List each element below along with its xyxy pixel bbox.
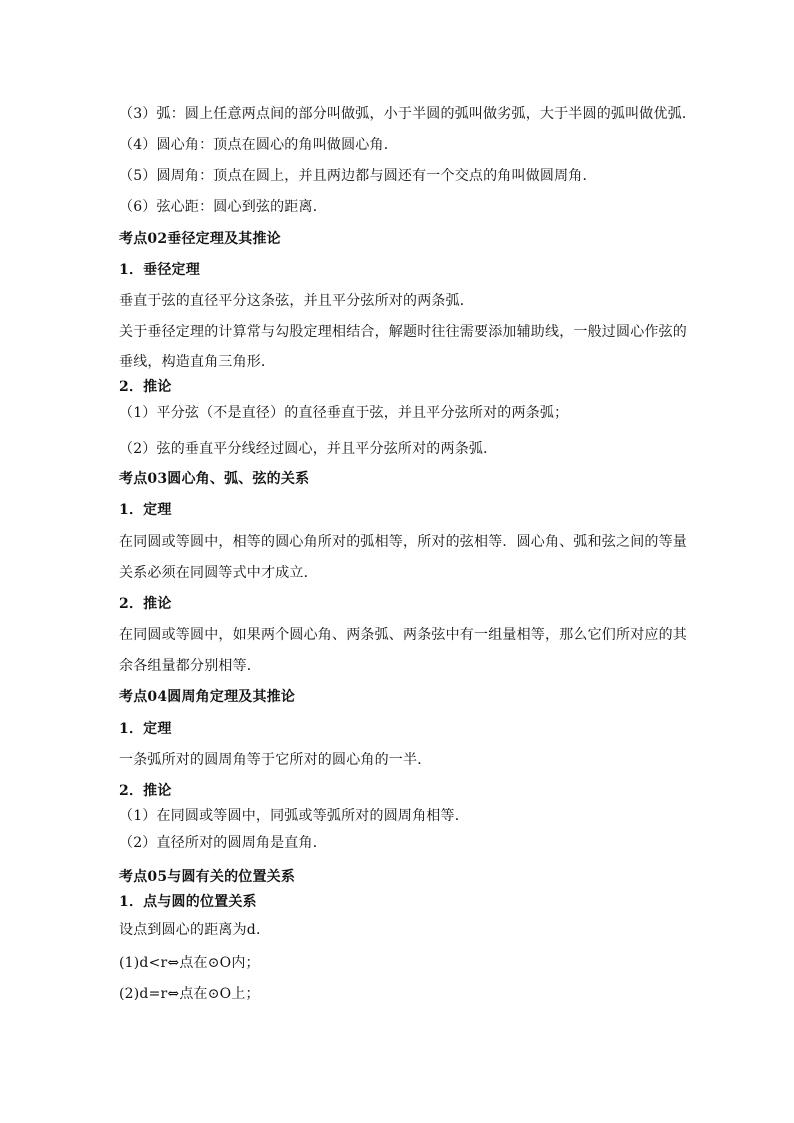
text-line: （5）圆周角：顶点在圆上，并且两边都与圆还有一个交点的角叫做圆周角．	[119, 168, 597, 184]
text-line: 设点到圆心的距离为d．	[119, 922, 271, 938]
text-line: 垂线，构造直角三角形．	[119, 354, 276, 370]
text-line: 在同圆或等圆中，相等的圆心角所对的弧相等，所对的弦相等．圆心角、弧和弦之间的等量	[119, 534, 687, 550]
text-line: （1）平分弦（不是直径）的直径垂直于弦，并且平分弦所对的两条弧；	[119, 405, 569, 421]
text-line: 余各组量都分别相等．	[119, 658, 261, 674]
text-line: 关系必须在同圆等式中才成立．	[119, 565, 318, 581]
text-line: （1）在同圆或等圆中，同弧或等弧所对的圆周角相等．	[119, 808, 469, 824]
text-line: 一条弧所对的圆周角等于它所对的圆心角的一半．	[119, 752, 432, 768]
section-heading: 考点04圆周角定理及其推论	[119, 689, 296, 705]
subheading: 1．定理	[119, 502, 172, 518]
subheading: 2．推论	[119, 783, 172, 799]
text-line: (2)d=r⇔点在⊙O上；	[119, 986, 260, 1002]
subheading: 2．推论	[119, 596, 172, 612]
section-heading: 考点03圆心角、弧、弦的关系	[119, 471, 310, 487]
text-line: （3）弧：圆上任意两点间的部分叫做弧，小于半圆的弧叫做劣弧，大于半圆的弧叫做优弧．	[119, 106, 697, 122]
subheading: 1．定理	[119, 721, 172, 737]
text-line: 关于垂径定理的计算常与勾股定理相结合，解题时往往需要添加辅助线，一般过圆心作弦的	[119, 324, 687, 340]
subheading: 1．点与圆的位置关系	[119, 894, 257, 910]
text-line: (1)d<r⇔点在⊙O内；	[119, 955, 260, 971]
text-line: 在同圆或等圆中，如果两个圆心角、两条弧、两条弦中有一组量相等，那么它们所对应的其	[119, 627, 687, 643]
text-line: （2）直径所对的圆周角是直角．	[119, 835, 327, 851]
subheading: 2．推论	[119, 379, 172, 395]
section-heading: 考点05与圆有关的位置关系	[119, 869, 296, 885]
text-line: 垂直于弦的直径平分这条弦，并且平分弦所对的两条弧．	[119, 293, 474, 309]
subheading: 1．垂径定理	[119, 262, 200, 278]
section-heading: 考点02垂径定理及其推论	[119, 231, 281, 247]
text-line: （6）弦心距：圆心到弦的距离．	[119, 199, 327, 215]
text-line: （4）圆心角：顶点在圆心的角叫做圆心角．	[119, 137, 398, 153]
text-line: （2）弦的垂直平分线经过圆心，并且平分弦所对的两条弧．	[119, 441, 498, 457]
